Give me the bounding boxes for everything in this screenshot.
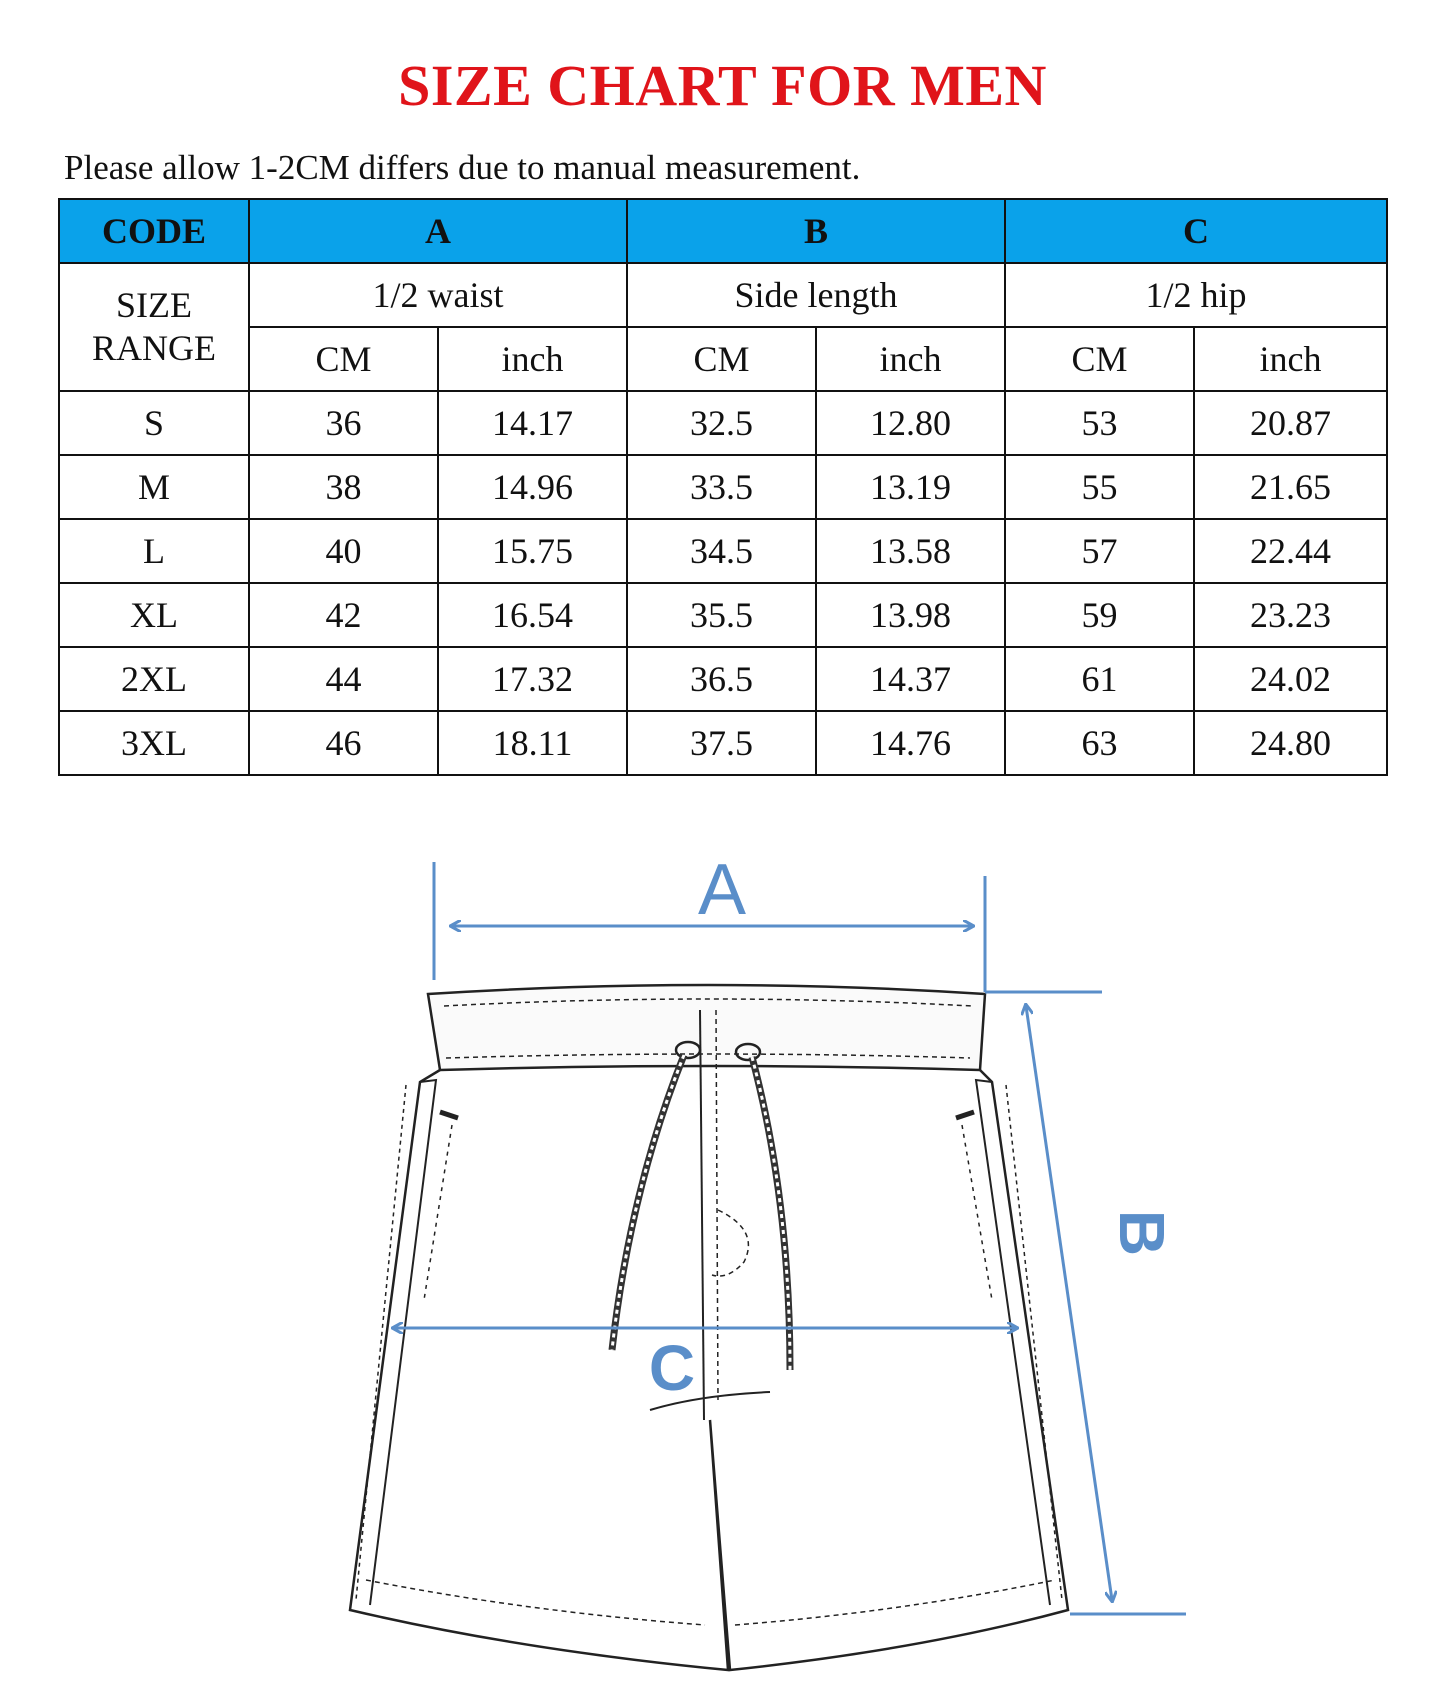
value-cell: 35.5: [627, 583, 816, 647]
page-title: SIZE CHART FOR MEN: [398, 53, 1047, 118]
value-cell: 37.5: [627, 711, 816, 775]
size-cell: XL: [59, 583, 249, 647]
value-cell: 20.87: [1194, 391, 1387, 455]
label-a: A: [697, 850, 747, 930]
code-c-header: C: [1005, 199, 1387, 263]
value-cell: 14.96: [438, 455, 627, 519]
value-cell: 14.17: [438, 391, 627, 455]
value-cell: 59: [1005, 583, 1194, 647]
value-cell: 44: [249, 647, 438, 711]
value-cell: 16.54: [438, 583, 627, 647]
value-cell: 24.80: [1194, 711, 1387, 775]
value-cell: 33.5: [627, 455, 816, 519]
value-cell: 13.98: [816, 583, 1005, 647]
value-cell: 36: [249, 391, 438, 455]
value-cell: 24.02: [1194, 647, 1387, 711]
value-cell: 36.5: [627, 647, 816, 711]
unit-cm: CM: [627, 327, 816, 391]
value-cell: 34.5: [627, 519, 816, 583]
hip-header: 1/2 hip: [1005, 263, 1387, 327]
value-cell: 12.80: [816, 391, 1005, 455]
value-cell: 14.37: [816, 647, 1005, 711]
value-cell: 23.23: [1194, 583, 1387, 647]
value-cell: 38: [249, 455, 438, 519]
value-cell: 42: [249, 583, 438, 647]
measurement-note: Please allow 1-2CM differs due to manual measurement.: [64, 148, 861, 187]
unit-cm: CM: [1005, 327, 1194, 391]
value-cell: 57: [1005, 519, 1194, 583]
value-cell: 40: [249, 519, 438, 583]
value-cell: 46: [249, 711, 438, 775]
value-cell: 61: [1005, 647, 1194, 711]
value-cell: 63: [1005, 711, 1194, 775]
label-b: B: [1106, 1209, 1178, 1257]
size-cell: 2XL: [59, 647, 249, 711]
unit-inch: inch: [816, 327, 1005, 391]
unit-inch: inch: [1194, 327, 1387, 391]
value-cell: 55: [1005, 455, 1194, 519]
code-header: CODE: [59, 199, 249, 263]
side-length-header: Side length: [627, 263, 1005, 327]
value-cell: 53: [1005, 391, 1194, 455]
value-cell: 13.58: [816, 519, 1005, 583]
size-cell: M: [59, 455, 249, 519]
value-cell: 13.19: [816, 455, 1005, 519]
value-cell: 22.44: [1194, 519, 1387, 583]
size-range-line1: SIZE: [116, 284, 192, 325]
label-c: C: [648, 1332, 696, 1404]
value-cell: 18.11: [438, 711, 627, 775]
code-a-header: A: [249, 199, 627, 263]
unit-inch: inch: [438, 327, 627, 391]
side-length-measure-b: [985, 992, 1186, 1614]
size-range-line2: RANGE: [92, 328, 216, 368]
value-cell: 21.65: [1194, 455, 1387, 519]
value-cell: 17.32: [438, 647, 627, 711]
code-b-header: B: [627, 199, 1005, 263]
value-cell: 15.75: [438, 519, 627, 583]
side-length-arrow: [1026, 1006, 1112, 1600]
waist-header: 1/2 waist: [249, 263, 627, 327]
value-cell: 14.76: [816, 711, 1005, 775]
size-cell: L: [59, 519, 249, 583]
value-cell: 32.5: [627, 391, 816, 455]
size-cell: S: [59, 391, 249, 455]
unit-cm: CM: [249, 327, 438, 391]
size-cell: 3XL: [59, 711, 249, 775]
